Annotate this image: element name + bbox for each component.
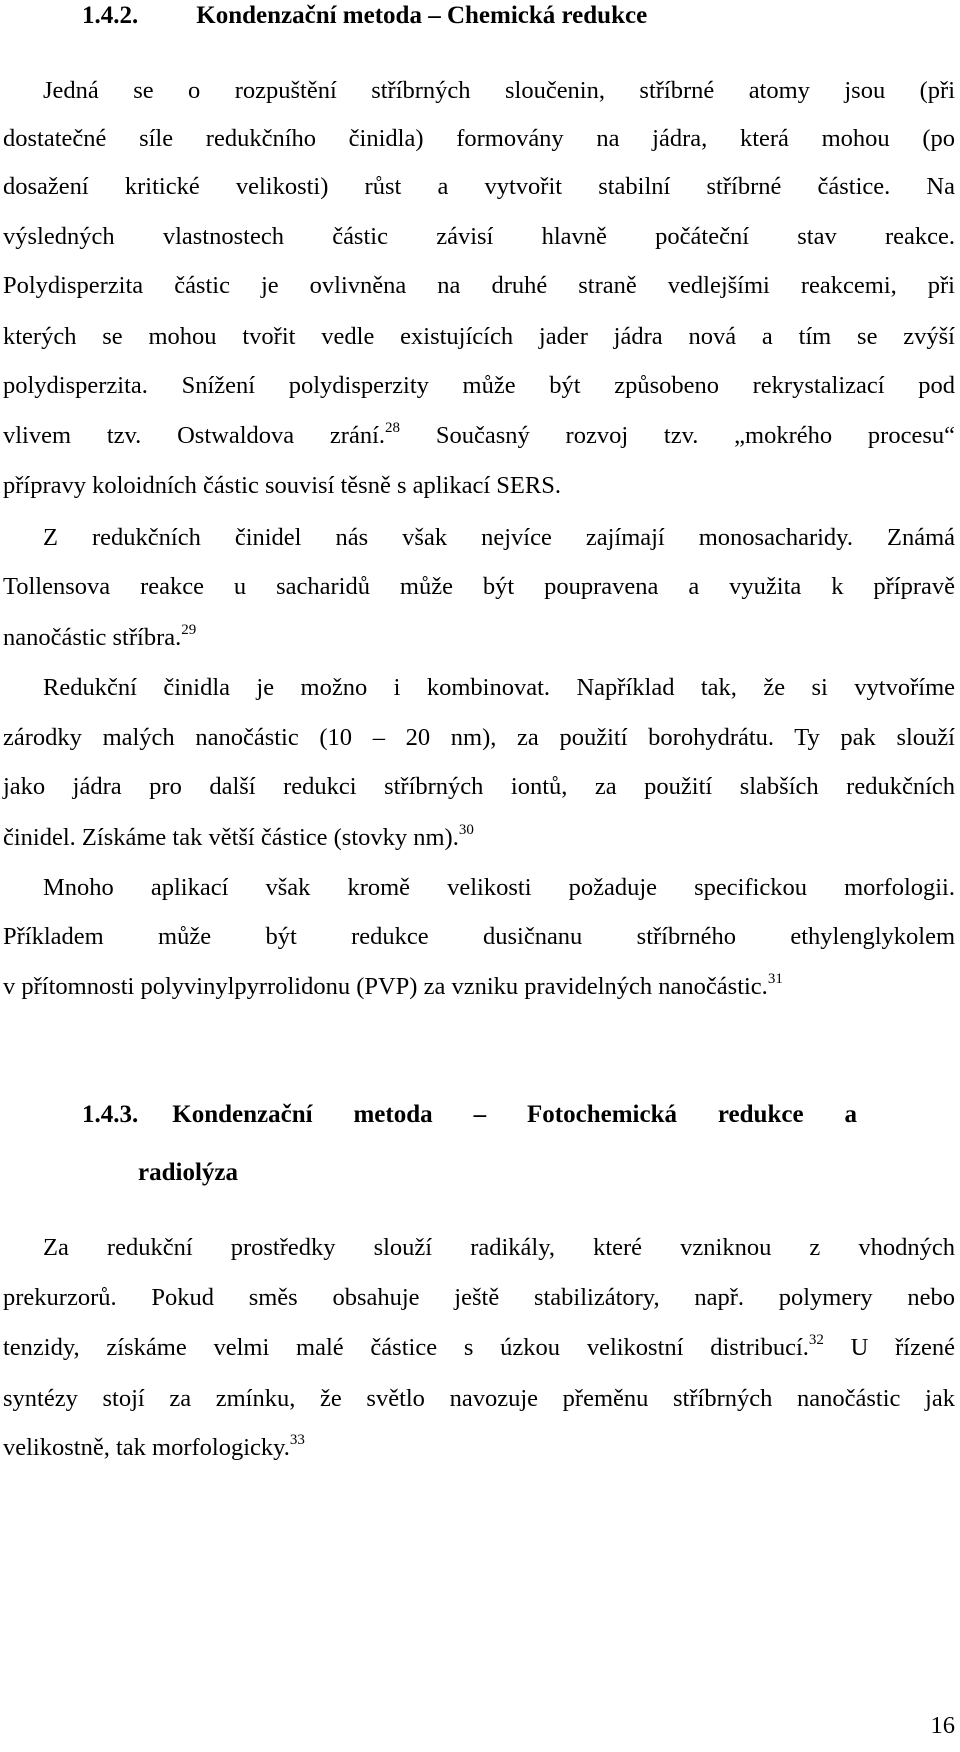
- paragraph-4-line-2: Příkladem může být redukce dusičnanu stříbrného ethylenglykolem: [3, 923, 955, 950]
- paragraph-1-line-7: polydisperzita. Snížení polydisperzity může být způsobeno rekrystalizací pod: [3, 372, 955, 399]
- paragraph-5-line-4: syntézy stojí za zmínku, že světlo navozuje přeměnu stříbrných nanočástic jak: [3, 1385, 955, 1412]
- reference-30: 30: [458, 822, 474, 838]
- paragraph-2-line-2: Tollensova reakce u sacharidů může být poupravena a využita k přípravě: [3, 573, 955, 600]
- section-title: Kondenzační metoda – Chemická redukce: [196, 2, 648, 29]
- line-8-text-b: Současný rozvoj tzv. „mokrého procesu“: [400, 422, 955, 449]
- section-number: 1.4.3.: [82, 1101, 139, 1128]
- reference-33: 33: [289, 1432, 305, 1448]
- paragraph-3-line-2: zárodky malých nanočástic (10 – 20 nm), za použití borohydrátu. Ty pak slouží: [3, 724, 955, 751]
- paragraph-1-line-1: Jedná se o rozpuštění stříbrných sloučenin, stříbrné atomy jsou (při: [43, 77, 955, 104]
- line-4-text: činidel. Získáme tak větší částice (stovky nm).: [3, 824, 459, 851]
- page-number: 16: [930, 1712, 955, 1739]
- paragraph-1-line-5: Polydisperzita částic je ovlivněna na druhé straně vedlejšími reakcemi, při: [3, 272, 955, 299]
- reference-31: 31: [767, 971, 783, 987]
- paragraph-1-line-3: dosažení kritické velikosti) růst a vytvořit stabilní stříbrné částice. Na: [3, 173, 955, 200]
- paragraph-5-line-1: Za redukční prostředky slouží radikály, které vzniknou z vhodných: [43, 1234, 955, 1261]
- reference-32: 32: [808, 1332, 824, 1348]
- line-5-text: velikostně, tak morfologicky.: [3, 1434, 290, 1461]
- line-3-text: nanočástic stříbra.: [3, 624, 182, 651]
- paragraph-4-line-3: [3, 971, 783, 1006]
- line-8-text-a: vlivem tzv. Ostwaldova zrání.: [3, 422, 386, 449]
- paragraph-1-line-2: dostatečné síle redukčního činidla) formovány na jádra, která mohou (po: [3, 125, 955, 152]
- line-3-text: v přítomnosti polyvinylpyrrolidonu (PVP) za vzniku pravidelných nanočástic.: [3, 973, 768, 1000]
- section-heading-1-4-3: [82, 1099, 857, 1131]
- paragraph-1-line-4: výsledných vlastnostech částic závisí hlavně počáteční stav reakce.: [3, 223, 955, 250]
- reference-28: 28: [385, 420, 401, 436]
- paragraph-5-line-3: [3, 1332, 955, 1367]
- line-3-text-a: tenzidy, získáme velmi malé částice s úzkou velikostní distribucí.: [3, 1334, 809, 1361]
- line-3-text-b: U řízené: [823, 1334, 955, 1361]
- paragraph-1-line-8: [3, 420, 955, 455]
- paragraph-4-line-1: Mnoho aplikací však kromě velikosti požaduje specifickou morfologii.: [43, 874, 955, 901]
- section-number: 1.4.2.: [82, 2, 139, 29]
- section-heading-1-4-2: [82, 0, 647, 32]
- paragraph-5-line-5: [3, 1432, 305, 1467]
- paragraph-1-line-6: kterých se mohou tvořit vedle existujících jader jádra nová a tím se zvýší: [3, 323, 955, 350]
- paragraph-3-line-4: [3, 822, 474, 857]
- paragraph-3-line-3: jako jádra pro další redukci stříbrných iontů, za použití slabších redukčních: [3, 773, 955, 800]
- paragraph-2-line-3: [3, 622, 196, 657]
- reference-29: 29: [181, 622, 197, 638]
- paragraph-3-line-1: Redukční činidla je možno i kombinovat. Například tak, že si vytvoříme: [43, 674, 955, 701]
- paragraph-2-line-1: Z redukčních činidel nás však nejvíce zajímají monosacharidy. Známá: [43, 524, 955, 551]
- paragraph-1-line-9: přípravy koloidních částic souvisí těsně s aplikací SERS.: [3, 472, 561, 499]
- paragraph-5-line-2: prekurzorů. Pokud směs obsahuje ještě stabilizátory, např. polymery nebo: [3, 1284, 955, 1311]
- section-title-line-2: radiolýza: [138, 1159, 238, 1186]
- section-title-line-1: Kondenzační metoda – Fotochemická redukce a: [172, 1101, 857, 1128]
